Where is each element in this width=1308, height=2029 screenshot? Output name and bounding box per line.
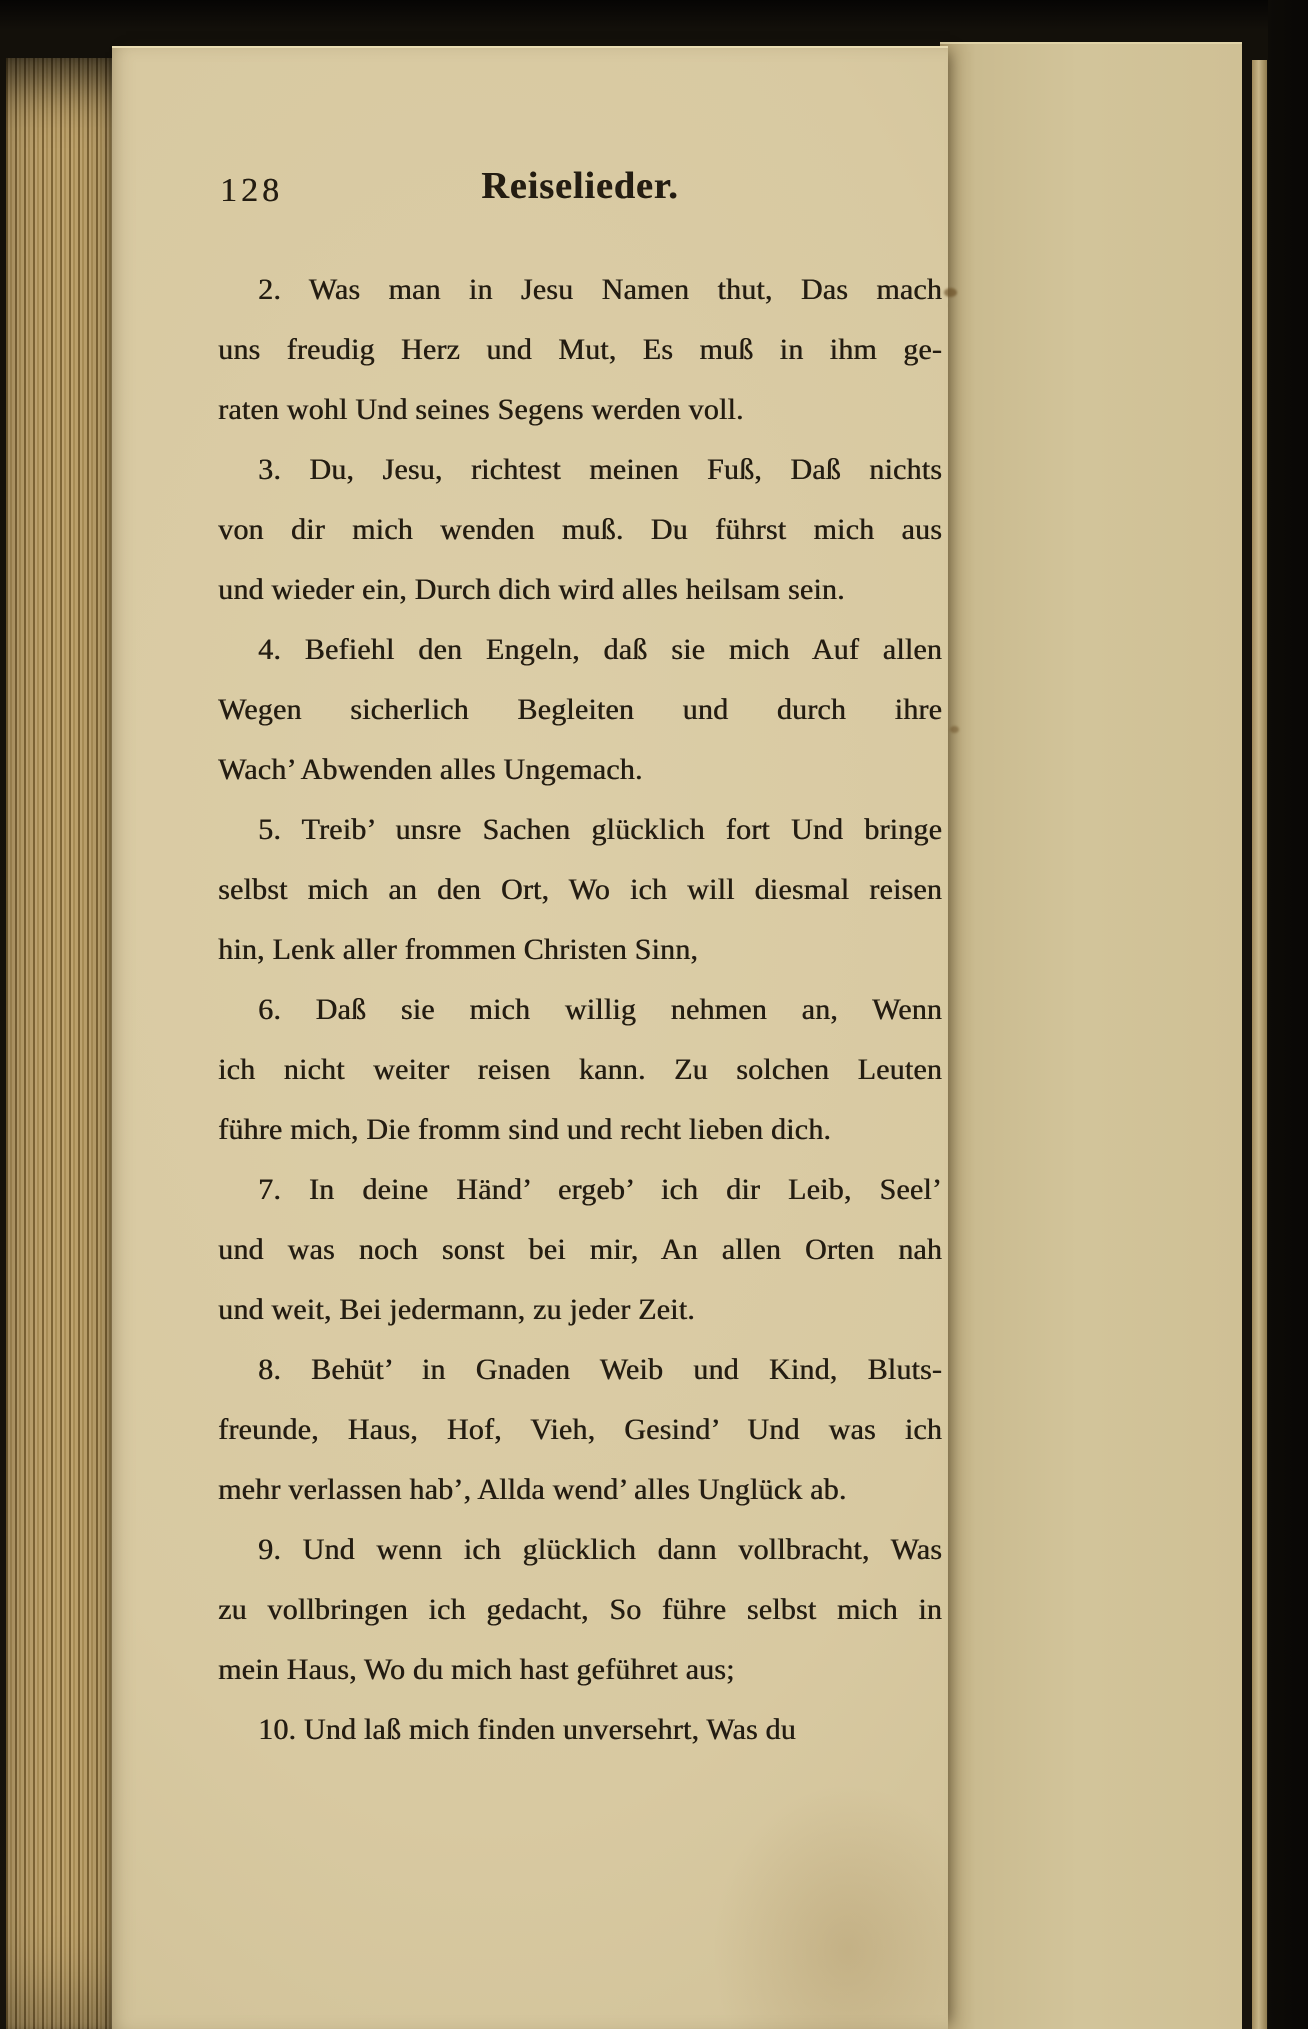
- page-title: Reiselieder.: [481, 165, 679, 207]
- verse-line: zu vollbringen ich gedacht, So führe selbst mich in: [218, 1593, 942, 1626]
- foxing-speck: [944, 288, 957, 297]
- verse-line: 8. Behüt’ in Gnaden Weib und Kind, Bluts-: [258, 1353, 942, 1386]
- verse-line: führe mich, Die fromm sind und recht lieben dich.: [218, 1113, 831, 1146]
- verse-line: mehr verlassen hab’, Allda wend’ alles Unglück ab.: [218, 1473, 847, 1506]
- page-header: [218, 164, 942, 226]
- verse-container: [218, 260, 942, 1760]
- verse-line: und was noch sonst bei mir, An allen Orten nah: [218, 1233, 942, 1266]
- verse: [218, 800, 942, 980]
- verse-line: und weit, Bei jedermann, zu jeder Zeit.: [218, 1293, 695, 1326]
- verse-line: 7. In deine Händ’ ergeb’ ich dir Leib, Seel’: [258, 1173, 942, 1206]
- page-edge-sliver: [1252, 60, 1267, 2029]
- verse-line: 3. Du, Jesu, richtest meinen Fuß, Daß nichts: [258, 453, 942, 486]
- verse-line: freunde, Haus, Hof, Vieh, Gesind’ Und was ich: [218, 1413, 942, 1446]
- verse: [218, 1160, 942, 1340]
- verse-line: 2. Was man in Jesu Namen thut, Das mach: [258, 273, 942, 306]
- verse: [218, 1340, 942, 1520]
- foxing-speck: [950, 726, 959, 733]
- verse: [218, 1520, 942, 1700]
- verse-line: uns freudig Herz und Mut, Es muß in ihm ge-: [218, 333, 942, 366]
- verse-line: 5. Treib’ unsre Sachen glücklich fort Und bringe: [258, 813, 942, 846]
- page-number: 128: [220, 172, 283, 209]
- verse-line: hin, Lenk aller frommen Christen Sinn,: [218, 933, 699, 966]
- verse-line: 4. Befiehl den Engeln, daß sie mich Auf allen: [258, 633, 942, 666]
- book-cover-right: [1268, 0, 1308, 2029]
- verse: [218, 260, 942, 440]
- verse-line: selbst mich an den Ort, Wo ich will diesmal reisen: [218, 873, 942, 906]
- verse-line: Wegen sicherlich Begleiten und durch ihre: [218, 693, 942, 726]
- book-page: [112, 46, 948, 2029]
- underlying-page-edge: [940, 42, 1242, 2029]
- verse: [218, 620, 942, 800]
- verse: [218, 980, 942, 1160]
- verse-line: raten wohl Und seines Segens werden voll.: [218, 393, 744, 426]
- verse-line: mein Haus, Wo du mich hast geführet aus;: [218, 1653, 735, 1686]
- verse-line: 6. Daß sie mich willig nehmen an, Wenn: [258, 993, 942, 1026]
- verse-line: 9. Und wenn ich glücklich dann vollbracht, Was: [258, 1533, 942, 1566]
- verse: [218, 1700, 942, 1760]
- verse-line: und wieder ein, Durch dich wird alles heilsam sein.: [218, 573, 845, 606]
- verse-line: Wach’ Abwenden alles Ungemach.: [218, 753, 643, 786]
- verse-line: 10. Und laß mich finden unversehrt, Was du: [258, 1713, 796, 1746]
- page-edges-stack: [6, 58, 114, 2029]
- verse-line: ich nicht weiter reisen kann. Zu solchen Leuten: [218, 1053, 942, 1086]
- verse-line: von dir mich wenden muß. Du führst mich aus: [218, 513, 942, 546]
- verse: [218, 440, 942, 620]
